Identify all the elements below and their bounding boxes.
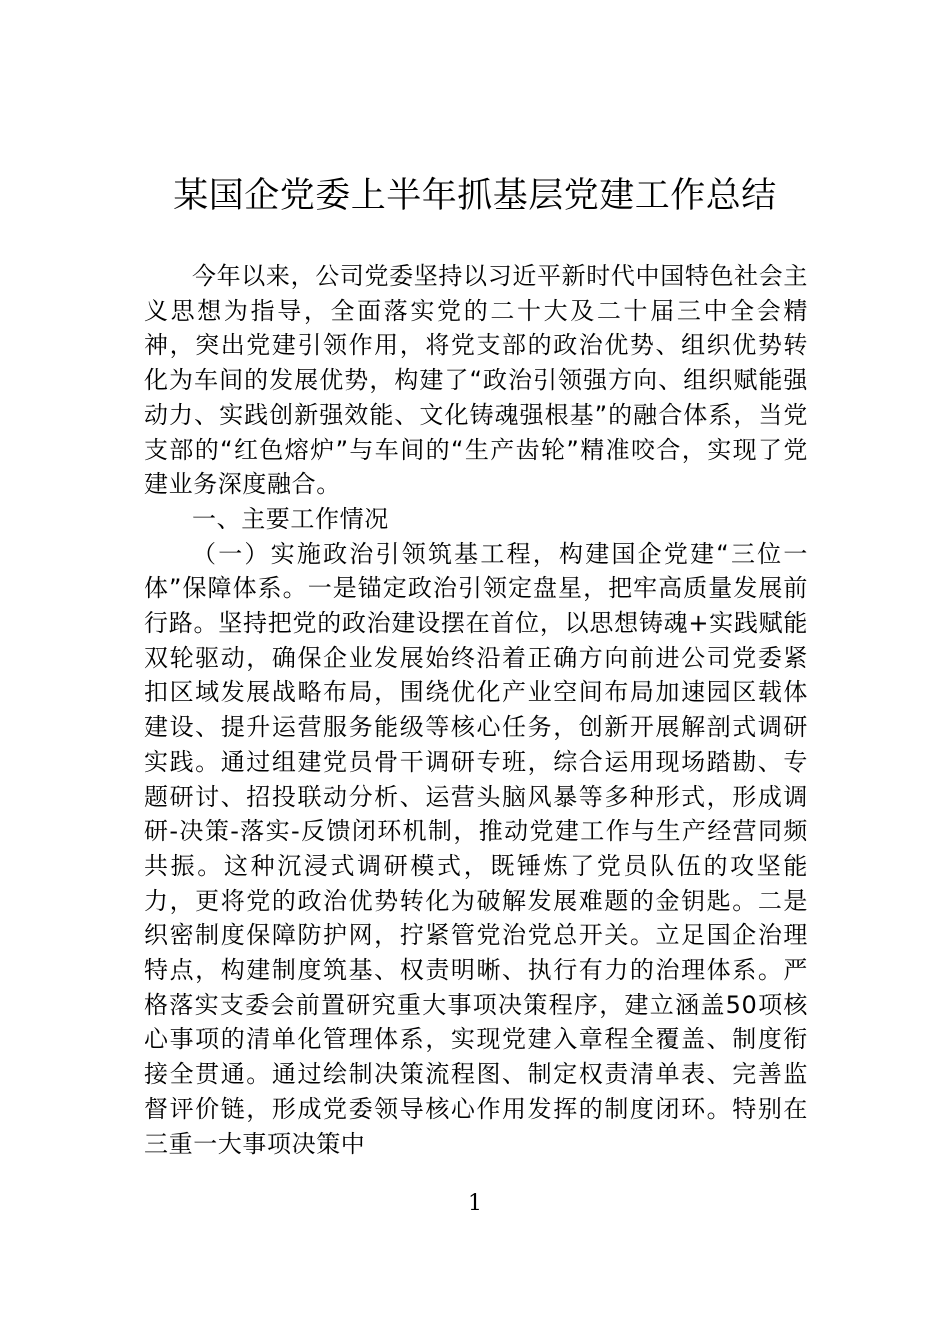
page-number: 1 xyxy=(468,1191,482,1216)
document-title: 某国企党委上半年抓基层党建工作总结 xyxy=(173,176,777,216)
intro-paragraph: 今年以来，公司党委坚持以习近平新时代中国特色社会主义思想为指导，全面落实党的二十大及二十届三中全会精神，突出党建引领作用，将党支部的政治优势、组织优势转化为车间的发展优势，构建了“政治引领强方向、组织赋能强动力、实践创新强效能、文化铸魂强根基”的融合体系，当党支部的“红色熔炉”与车间的“生产齿轮”精准咬合，实现了党建业务深度融合。 xyxy=(144,262,808,499)
document-body xyxy=(144,259,808,1161)
subsection-paragraph: （一）实施政治引领筑基工程，构建国企党建“三位一体”保障体系。一是锚定政治引领定盘星，把牢高质量发展前行路。坚持把党的政治建设摆在首位，以思想铸魂+实践赋能双轮驱动，确保企业发展始终沿着正确方向前进公司党委紧扣区域发展战略布局，围绕优化产业空间布局加速园区载体建设、提升运营服务能级等核心任务，创新开展解剖式调研实践。通过组建党员骨干调研专班，综合运用现场踏勘、专题研讨、招投联动分析、运营头脑风暴等多种形式，形成调研-决策-落实-反馈闭环机制，推动党建工作与生产经营同频共振。这种沉浸式调研模式，既锤炼了党员队伍的攻坚能力，更将党的政治优势转化为破解发展难题的金钥匙。二是织密制度保障防护网，拧紧管党治党总开关。立足国企治理特点，构建制度筑基、权责明晰、执行有力的治理体系。严格落实支委会前置研究重大事项决策程序，建立涵盖50项核心事项的清单化管理体系，实现党建入章程全覆盖、制度衔接全贯通。通过绘制决策流程图、制定权责清单表、完善监督评价链，形成党委领导核心作用发挥的制度闭环。特别在三重一大事项决策中 xyxy=(144,539,808,1158)
section-heading: 一、主要工作情况 xyxy=(192,504,389,533)
